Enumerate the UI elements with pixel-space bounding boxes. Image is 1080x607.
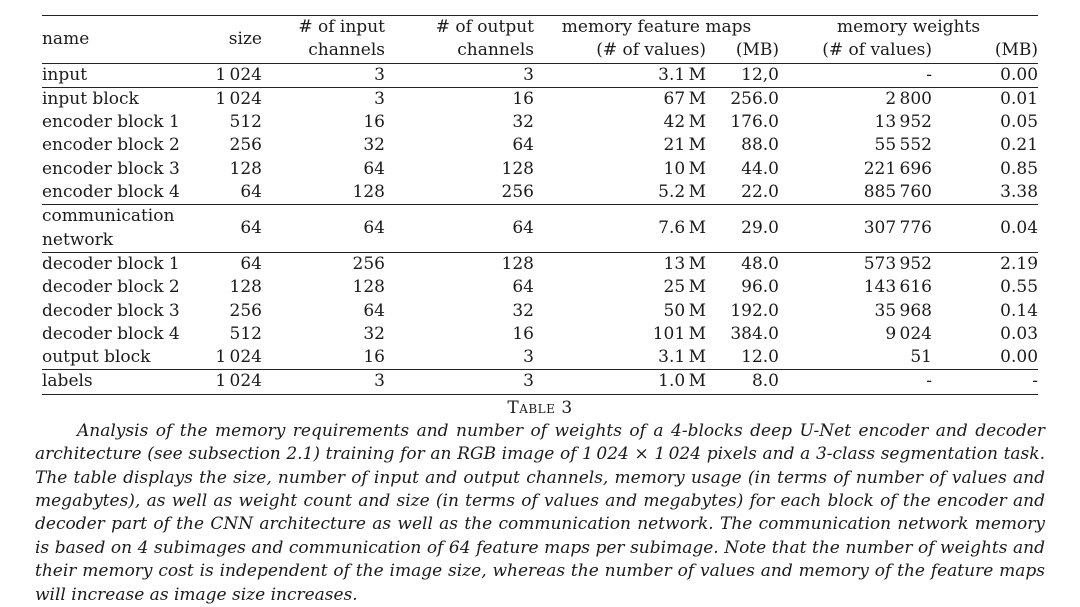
cell-w-values: 143 616 [863, 277, 932, 298]
cell-input-channels: 3 [262, 63, 385, 87]
table-row [42, 370, 1038, 394]
header-input-channels-line1: # of input [298, 17, 385, 37]
cell-size: 64 [192, 181, 262, 205]
cell-fm-values: 25 M [663, 277, 706, 298]
table-row [42, 111, 1038, 134]
header-size-label: size [228, 28, 262, 49]
header-name-label: name [41, 28, 90, 49]
cell-w-values: - [926, 371, 932, 392]
cell-w-values: 35 968 [874, 300, 932, 321]
cell-input-channels: 64 [363, 158, 385, 179]
cell-fm-values: 10 M [663, 158, 706, 179]
cell-name: communication network [42, 205, 192, 253]
cell-fm-values: 21 M [663, 135, 706, 156]
cell-w-values: 51 [779, 346, 932, 370]
cell-output-channels: 3 [523, 371, 534, 392]
cell-name: labels [41, 371, 93, 392]
cell-fm-mb: 22.0 [706, 181, 779, 205]
cell-input-channels: 16 [262, 346, 385, 370]
cell-fm-values: 7.6 M [534, 205, 706, 253]
table-row [42, 300, 1038, 323]
cell-fm-values: 1.0 M [658, 371, 706, 392]
cell-w-mb: 0.85 [1000, 158, 1039, 179]
cell-output-channels: 16 [512, 88, 534, 109]
cell-size: 1 024 [215, 371, 262, 392]
table-row [42, 63, 1038, 87]
cell-input-channels: 32 [363, 323, 385, 344]
cell-output-channels: 64 [385, 205, 534, 253]
header-w-mb: (MB) [932, 39, 1038, 63]
table-row [42, 134, 1038, 157]
header-row-1 [42, 16, 1038, 40]
cell-output-channels: 128 [501, 253, 534, 274]
cell-input-channels: 128 [352, 277, 385, 298]
cell-fm-mb: 8.0 [751, 371, 779, 392]
table-row [42, 87, 1038, 111]
cell-fm-mb: 12.0 [706, 346, 779, 370]
cell-w-mb: 0.01 [1000, 88, 1039, 109]
cell-output-channels: 32 [512, 112, 534, 133]
cell-w-mb: 0.14 [1000, 300, 1039, 321]
cell-w-mb: 0.04 [932, 205, 1038, 253]
cell-w-mb: 0.55 [1000, 277, 1039, 298]
cell-size: 1 024 [192, 346, 262, 370]
table-row [42, 346, 1038, 370]
cell-input-channels: 3 [374, 371, 385, 392]
cell-name: decoder block 1 [41, 253, 180, 274]
cell-fm-mb: 48.0 [741, 253, 779, 274]
cell-size: 64 [240, 253, 262, 274]
cell-w-mb: 0.00 [932, 346, 1038, 370]
cell-name: encoder block 4 [42, 181, 192, 205]
cell-fm-values: 3.1 M [534, 63, 706, 87]
cell-w-values: 221 696 [863, 158, 932, 179]
cell-fm-mb: 256.0 [730, 88, 779, 109]
cell-input-channels: 16 [363, 112, 385, 133]
cell-name: decoder block 3 [41, 300, 180, 321]
cell-size: 128 [229, 158, 262, 179]
cell-input-channels: 256 [352, 253, 385, 274]
cell-output-channels: 3 [385, 346, 534, 370]
header-input-channels [262, 16, 385, 64]
cell-w-values: 885 760 [779, 181, 932, 205]
table-row [42, 323, 1038, 346]
cell-fm-values: 101 M [652, 323, 706, 344]
cell-w-mb: - [1032, 371, 1039, 392]
header-output-channels-line1: # of output [435, 17, 534, 37]
cell-w-mb: 0.05 [1000, 112, 1039, 133]
cell-w-mb: 2.19 [1000, 253, 1039, 274]
cell-name: encoder block 3 [41, 158, 180, 179]
cell-fm-values: 42 M [663, 112, 706, 133]
cell-fm-mb: 384.0 [730, 323, 779, 344]
table-body [42, 63, 1038, 394]
table-row [42, 276, 1038, 299]
cell-name: encoder block 2 [41, 135, 180, 156]
cell-fm-mb: 12,0 [706, 63, 779, 87]
cell-output-channels: 3 [385, 63, 534, 87]
cell-input-channels: 128 [262, 181, 385, 205]
header-memory-feature-maps-label: memory feature maps [561, 17, 752, 37]
cell-output-channels: 16 [512, 323, 534, 344]
cell-w-values: 9 024 [885, 323, 932, 344]
cell-name: encoder block 1 [41, 112, 180, 133]
cell-name: decoder block 4 [41, 323, 180, 344]
cell-output-channels: 64 [512, 135, 534, 156]
header-memory-weights [779, 16, 1038, 40]
cell-w-values: 573 952 [863, 253, 932, 274]
cell-output-channels: 128 [501, 158, 534, 179]
cell-w-mb: 3.38 [932, 181, 1038, 205]
cell-size: 1 024 [192, 63, 262, 87]
cell-w-mb: 0.00 [932, 63, 1038, 87]
cell-size: 256 [229, 135, 262, 156]
cell-output-channels: 64 [512, 277, 534, 298]
memory-analysis-table [42, 15, 1038, 395]
cell-fm-values: 3.1 M [534, 346, 706, 370]
cell-input-channels: 3 [374, 88, 385, 109]
cell-name: decoder block 2 [41, 277, 180, 298]
header-input-channels-line2: channels [308, 40, 385, 61]
table-row [42, 252, 1038, 276]
cell-fm-values: 13 M [663, 253, 706, 274]
cell-size: 1 024 [215, 88, 262, 109]
table-caption-text: Analysis of the memory requirements and number of weights of a 4-blocks deep U-Net encoder and decoder architecture (see subsection 2.1) training for an RGB image of 1 024 × 1 024 pixels and a 3-class segmentation task. The table displays the size, number of input and output channels, memory usage (in terms of number of values and megabytes), as well as weight count and size (in terms of values and megabytes) for each block of the encoder and decoder part of the CNN architecture as well as the communication network. The communication network memory is based on 4 subimages and communication of 64 feature maps per subimage. Note that the number of weights and their memory cost is independent of the image size, whereas the number of values and memory of the feature maps will increase as image size increases. [35, 420, 1045, 605]
cell-fm-values: 50 M [663, 300, 706, 321]
table-caption-label: Table 3 [507, 397, 573, 418]
header-output-channels-line2: channels [457, 40, 534, 61]
header-name [42, 16, 192, 64]
cell-fm-mb: 29.0 [706, 205, 779, 253]
cell-fm-values: 67 M [663, 88, 706, 109]
cell-fm-mb: 192.0 [730, 300, 779, 321]
header-fm-mb: (MB) [706, 39, 779, 63]
header-memory-feature-maps [534, 16, 779, 40]
cell-size: 64 [192, 205, 262, 253]
cell-input-channels: 32 [363, 135, 385, 156]
cell-w-values: 2 800 [885, 88, 932, 109]
cell-w-values: - [779, 63, 932, 87]
cell-w-mb: 0.21 [1000, 135, 1039, 156]
table-row [42, 181, 1038, 205]
cell-w-values: 307 776 [779, 205, 932, 253]
cell-fm-mb: 176.0 [730, 112, 779, 133]
header-memory-weights-label: memory weights [836, 17, 981, 37]
cell-output-channels: 256 [385, 181, 534, 205]
table-row [42, 205, 1038, 253]
cell-size: 128 [229, 277, 262, 298]
cell-w-values: 13 952 [874, 112, 932, 133]
cell-fm-values: 5.2 M [534, 181, 706, 205]
cell-name: input [42, 63, 192, 87]
cell-name: output block [42, 346, 192, 370]
cell-fm-mb: 44.0 [741, 158, 779, 179]
header-size [192, 16, 262, 64]
cell-size: 512 [229, 112, 262, 133]
header-output-channels [385, 16, 534, 64]
table-header [42, 16, 1038, 64]
cell-input-channels: 64 [262, 205, 385, 253]
cell-input-channels: 64 [363, 300, 385, 321]
table-row [42, 158, 1038, 181]
cell-size: 256 [229, 300, 262, 321]
header-fm-values: (# of values) [534, 39, 706, 63]
cell-w-values: 55 552 [874, 135, 932, 156]
cell-name: input block [41, 88, 139, 109]
cell-fm-mb: 96.0 [741, 277, 779, 298]
cell-fm-mb: 88.0 [741, 135, 779, 156]
cell-w-mb: 0.03 [1000, 323, 1039, 344]
cell-size: 512 [229, 323, 262, 344]
cell-output-channels: 32 [512, 300, 534, 321]
header-w-values: (# of values) [779, 39, 932, 63]
